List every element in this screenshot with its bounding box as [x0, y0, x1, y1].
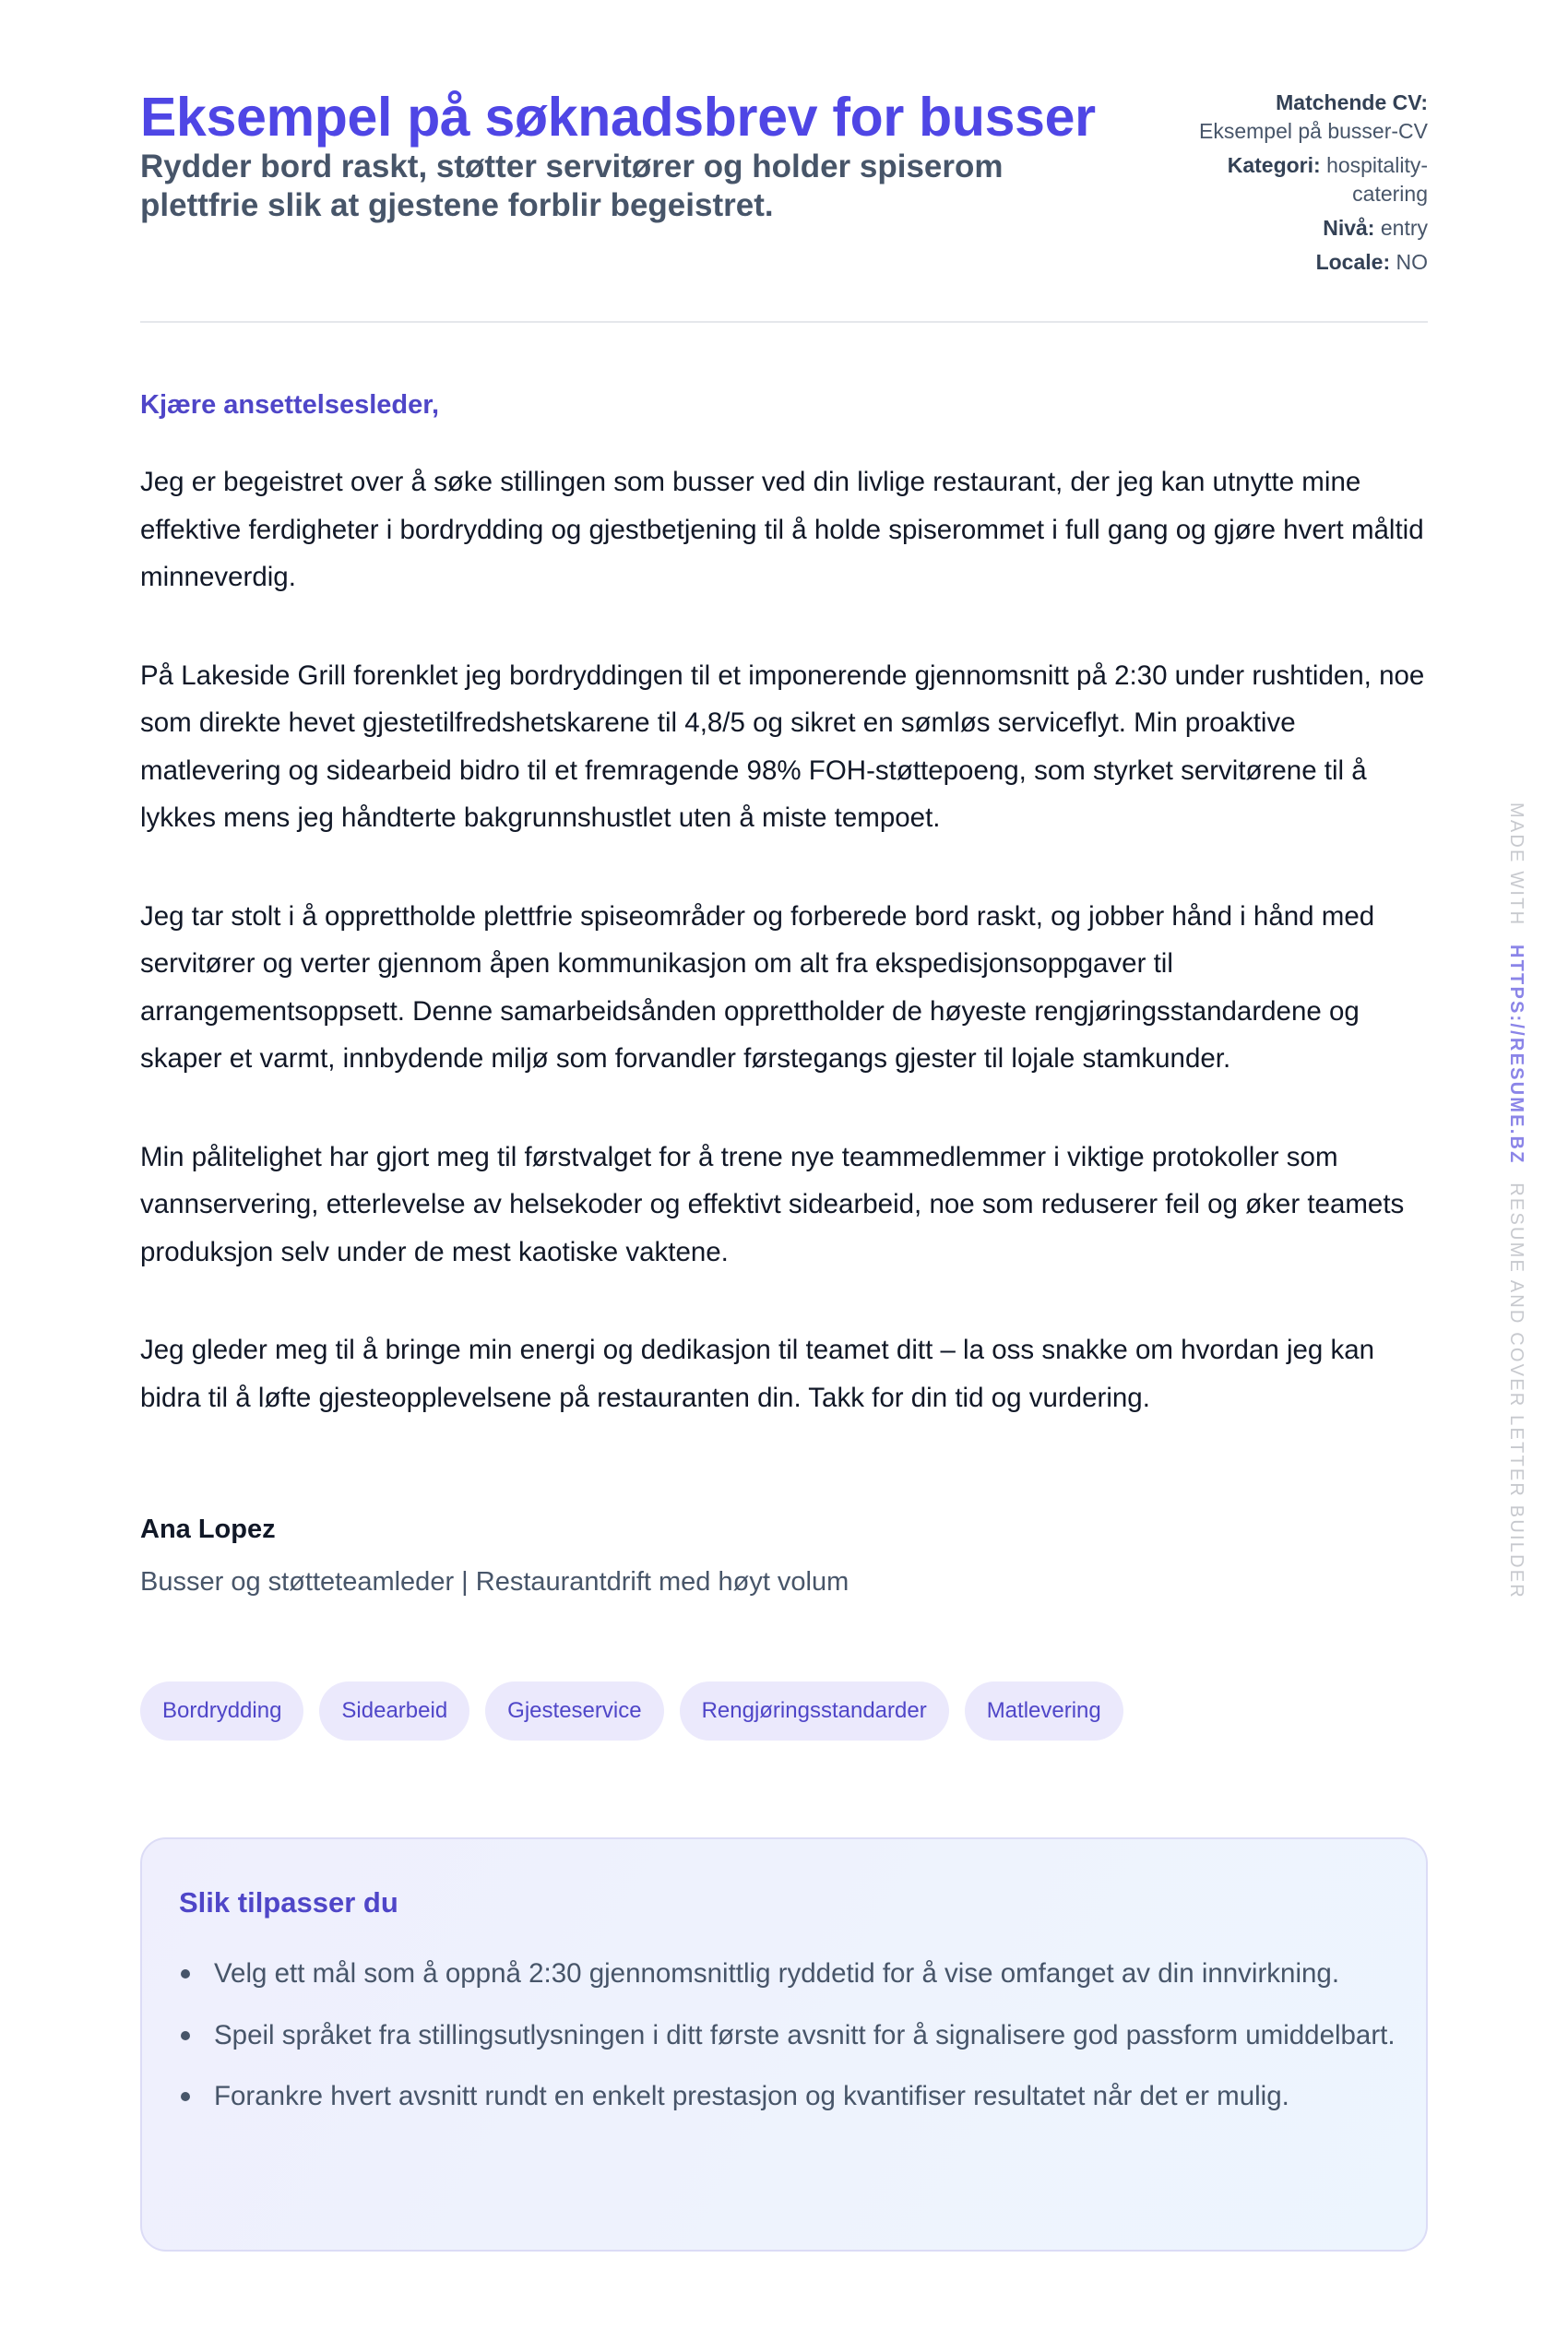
- skill-tag: Rengjøringsstandarder: [680, 1681, 949, 1741]
- skill-tags: [140, 1681, 1123, 1741]
- meta-category-value-1: hospitality-: [1326, 153, 1428, 177]
- meta-category-label: Kategori:: [1227, 153, 1321, 177]
- tips-title: Slik tilpasser du: [179, 1886, 398, 1919]
- meta-locale-value: NO: [1396, 250, 1428, 274]
- tips-item-text: Velg ett mål som å oppnå 2:30 gjennomsnittlig ryddetid for å vise omfanget av din innvirkning.: [214, 1958, 1340, 1989]
- skill-tag: Gjesteservice: [485, 1681, 663, 1741]
- tips-box: [140, 1837, 1428, 2252]
- skill-tag: Bordrydding: [140, 1681, 303, 1741]
- meta-panel: [1151, 89, 1428, 282]
- bullet-icon: [181, 1969, 190, 1979]
- header-left: [140, 89, 1099, 225]
- signature-title: Busser og støtteteamleder | Restaurantdrift med høyt volum: [140, 1567, 849, 1597]
- tips-item: [179, 1950, 1396, 1998]
- meta-category-value-2: catering: [1352, 182, 1428, 206]
- tips-item-text: Speil språket fra stillingsutlysningen i ditt første avsnitt for å signalisere god passform umiddelbart.: [214, 2019, 1396, 2050]
- meta-matching-cv-value[interactable]: Eksempel på busser-CV: [1199, 119, 1428, 143]
- letter-paragraph: På Lakeside Grill forenklet jeg bordryddingen til et imponerende gjennomsnitt på 2:30 under rushtiden, noe som direkte hevet gjestetilfredshetskarene til 4,8/5 og sikret en sømløs serviceflyt. Min proaktive matlevering og sidearbeid bidro til et fremragende 98% FOH-støttepoeng, som styrket servitørene til å lykkes mens jeg håndterte bakgrunnshustlet uten å miste tempoet.: [140, 660, 1425, 833]
- meta-level: [1151, 214, 1428, 243]
- page-title: Eksempel på søknadsbrev for busser: [140, 87, 1096, 148]
- letter-paragraph: Jeg gleder meg til å bringe min energi og dedikasjon til teamet ditt – la oss snakke om hvordan jeg kan bidra til å løfte gjesteopplevelsene på restauranten din. Takk for din tid og vurdering.: [140, 1335, 1375, 1413]
- header-divider: [140, 321, 1428, 323]
- letter-paragraph: Min pålitelighet har gjort meg til førstvalget for å trene nye teammedlemmer i viktige protokoller som vannservering, etterlevelse av helsekoder og effektivt sidearbeid, noe som reduserer feil og øker teamets produksjon selv under de mest kaotiske vaktene.: [140, 1141, 1405, 1267]
- skill-tag: Sidearbeid: [319, 1681, 469, 1741]
- signature-block: [140, 1513, 849, 1598]
- meta-matching-cv: [1151, 89, 1428, 146]
- meta-level-label: Nivå:: [1323, 216, 1375, 240]
- watermark-text: [1506, 802, 1526, 1599]
- tips-item: [179, 2012, 1396, 2060]
- watermark-prefix: MADE WITH: [1506, 802, 1526, 927]
- page-header: [140, 89, 1428, 282]
- meta-level-value: entry: [1380, 216, 1428, 240]
- page-subtitle: Rydder bord raskt, støtter servitører og holder spiserom plettfrie slik at gjestene forblir begeistret.: [140, 149, 1004, 223]
- meta-matching-cv-label: Matchende CV:: [1276, 90, 1428, 114]
- bullet-icon: [181, 2031, 190, 2040]
- tips-list: [179, 1950, 1396, 2134]
- bullet-icon: [181, 2092, 190, 2101]
- watermark-suffix: RESUME AND COVER LETTER BUILDER: [1506, 1182, 1526, 1599]
- letter-paragraph: Jeg er begeistret over å søke stillingen som busser ved din livlige restaurant, der jeg kan utnytte mine effektive ferdigheter i bordrydding og gjestbetjening til å holde spiserommet i full gang og gjøre hvert måltid minneverdig.: [140, 467, 1424, 592]
- vertical-watermark: [1506, 802, 1526, 1599]
- letter-paragraph: Jeg tar stolt i å opprettholde plettfrie spiseområder og forberede bord raskt, og jobber hånd i hånd med servitører og verter gjennom åpen kommunikasjon om alt fra ekspedisjonsoppgaver til arrangementsoppsett. Denne samarbeidsånden opprettholder de høyeste rengjøringsstandardene og skaper et varmt, innbydende miljø som forvandler førstegangs gjester til lojale stamkunder.: [140, 900, 1375, 1074]
- tips-item-text: Forankre hvert avsnitt rundt en enkelt prestasjon og kvantifiser resultatet når det er mulig.: [214, 2081, 1289, 2111]
- letter-body: [140, 458, 1431, 1472]
- signature-name: Ana Lopez: [140, 1515, 276, 1544]
- letter-salutation: Kjære ansettelsesleder,: [140, 390, 440, 420]
- meta-locale-label: Locale:: [1315, 250, 1391, 274]
- meta-category: [1151, 151, 1428, 208]
- skill-tag: Matlevering: [965, 1681, 1123, 1741]
- meta-locale: [1151, 248, 1428, 277]
- watermark-link[interactable]: HTTPS://RESUME.BZ: [1506, 945, 1526, 1165]
- tips-item: [179, 2073, 1396, 2121]
